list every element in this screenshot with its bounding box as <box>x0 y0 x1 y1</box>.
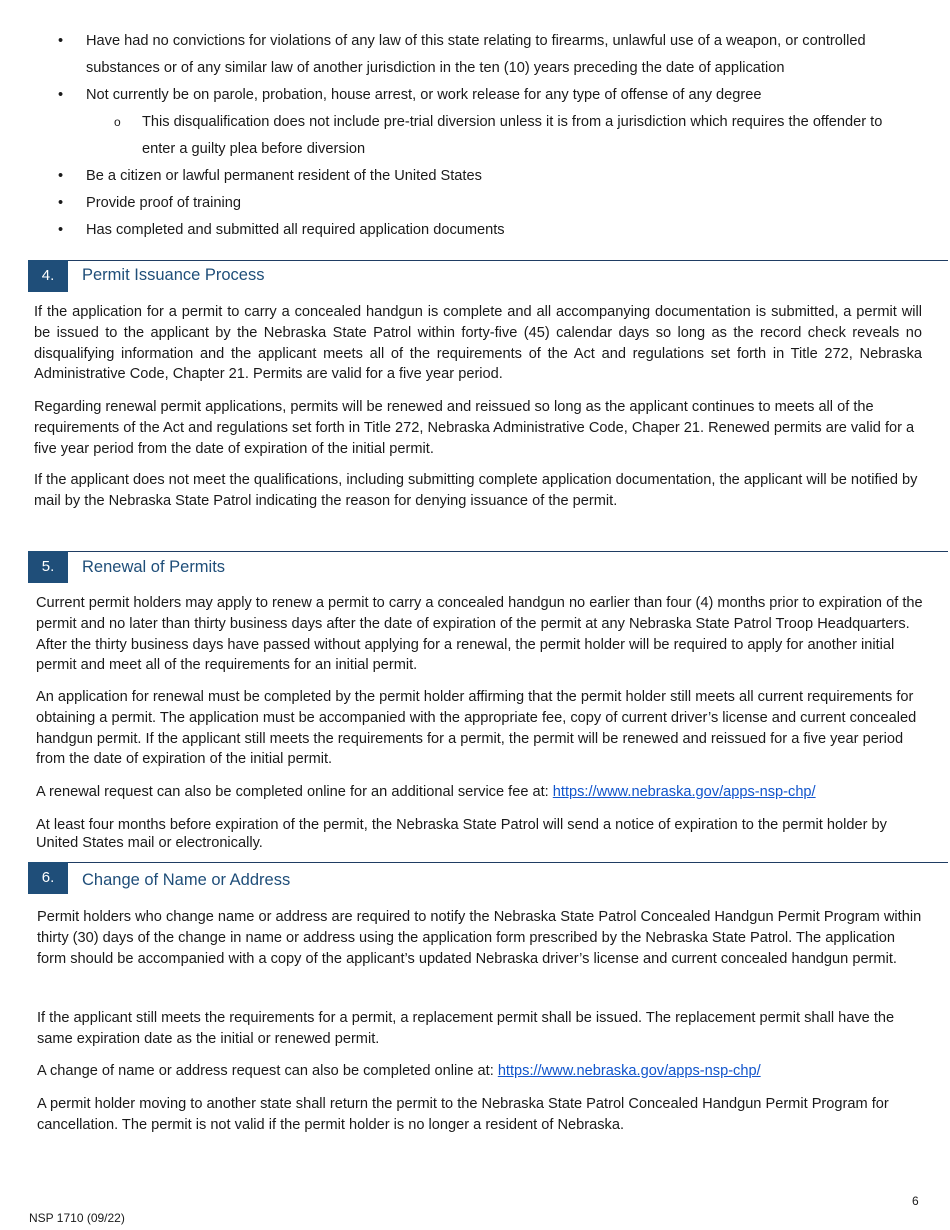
section-4-header <box>28 260 948 292</box>
section-rule <box>68 551 240 552</box>
section-number: 4. <box>28 260 68 292</box>
list-item: • Has completed and submitted all required application documents <box>58 217 918 244</box>
sub-bullet-icon: o <box>114 115 121 129</box>
list-item: • Have had no convictions for violations of any law of this state relating to firearms, unlawful use of a weapon, or controlled substances or of any similar law of another jurisdiction in the ten (10) years preceding the date of application <box>58 28 918 82</box>
section-6-paragraph-1: Permit holders who change name or address are required to notify the Nebraska State Patrol Concealed Handgun Permit Program within thirty (30) days of the change in name or address using the application form prescribed by the Nebraska State Patrol. The application form should be accompanied with a copy of the applicant’s updated Nebraska driver’s license and current concealed handgun permit. <box>37 909 922 967</box>
page-number: 6 <box>912 1194 919 1208</box>
section-5-paragraph-4: At least four months before expiration of the permit, the Nebraska State Patrol will send a notice of expiration to the permit holder by United States mail or electronically. <box>36 817 887 851</box>
bullet-icon: • <box>58 195 64 211</box>
change-address-online-link[interactable]: https://www.nebraska.gov/apps-nsp-chp/ <box>497 1063 761 1079</box>
section-title: Change of Name or Address <box>82 871 291 889</box>
section-6-paragraph-4: A permit holder moving to another state shall return the permit to the Nebraska State Patrol Concealed Handgun Permit Program for cancellation. The permit is not valid if the permit holder is no longer a resident of Nebraska. <box>37 1096 889 1133</box>
eligibility-bullet-list <box>58 28 918 244</box>
bullet-icon: • <box>58 168 64 184</box>
section-title: Permit Issuance Process <box>82 266 265 284</box>
renewal-online-link[interactable]: https://www.nebraska.gov/apps-nsp-chp/ <box>552 784 816 800</box>
form-number: NSP 1710 (09/22) <box>29 1211 125 1225</box>
section-5-header <box>28 551 948 583</box>
section-5-paragraph-3: A renewal request can also be completed online for an additional service fee at: https://www.nebraska.gov/apps-nsp-chp/ <box>36 784 816 800</box>
list-item: • Be a citizen or lawful permanent resident of the United States <box>58 163 918 190</box>
section-5-paragraph-2: An application for renewal must be completed by the permit holder affirming that the permit holder still meets all current requirements for obtaining a permit. The application must be accompanied with the appropriate fee, copy of current driver’s license and current concealed handgun permit. If the applicant still meets the requirements for a permit, the permit will be renewed and reissued for a five year period from the date of expiration of the initial permit. <box>36 689 917 768</box>
section-number: 5. <box>28 551 68 583</box>
bullet-icon: • <box>58 222 64 238</box>
section-rule <box>28 862 948 863</box>
section-5-paragraph-1: Current permit holders may apply to renew a permit to carry a concealed handgun no earlier than four (4) months prior to expiration of the permit and no later than thirty business days after the date of expiration of the permit at any Nebraska State Patrol Troop Headquarters. After the thirty business days have passed without applying for a renewal, the permit holder will be required to apply for another initial permit and meet all of the requirements for an initial permit. <box>36 595 923 674</box>
section-6-paragraph-3: A change of name or address request can also be completed online at: https://www.nebraska.gov/apps-nsp-chp/ <box>37 1063 761 1079</box>
section-rule <box>28 260 948 261</box>
section-6-header <box>28 862 948 894</box>
section-number: 6. <box>28 862 68 894</box>
section-4-paragraph-1: If the application for a permit to carry a concealed handgun is complete and all accompanying documentation is submitted, a permit will be issued to the applicant by the Nebraska State Patrol within forty-five (45) calendar days so long as the record check reveals no disqualifying information and the applicant meets all of the requirements of the Act and regulations set forth in Title 272, Nebraska Administrative Code, Chapter 21. Permits are valid for a five year period. <box>34 304 922 383</box>
bullet-icon: • <box>58 33 64 49</box>
section-title: Renewal of Permits <box>82 558 226 576</box>
section-6-paragraph-2: If the applicant still meets the requirements for a permit, a replacement permit shall be issued. The replacement permit shall have the same expiration date as the initial or renewed permit. <box>37 1010 895 1047</box>
bullet-icon: • <box>58 87 64 103</box>
section-rule <box>240 551 948 552</box>
list-item: • Not currently be on parole, probation, house arrest, or work release for any type of offense of any degree <box>58 82 918 109</box>
sub-list-item: o This disqualification does not include pre-trial diversion unless it is from a jurisdiction which requires the offender to enter a guilty plea before diversion <box>58 109 918 163</box>
section-4-paragraph-3: If the applicant does not meet the qualifications, including submitting complete application documentation, the applicant will be notified by mail by the Nebraska State Patrol indicating the reason for denying issuance of the permit. <box>34 472 918 509</box>
section-4-paragraph-2: Regarding renewal permit applications, permits will be renewed and reissued so long as the applicant continues to meets all of the requirements of the Act and regulations set forth in Title 272, Nebraska Administrative Code, Chaper 21. Renewed permits are valid for a five year period from the date of expiration of the initial permit. <box>34 399 915 457</box>
list-item: • Provide proof of training <box>58 190 918 217</box>
